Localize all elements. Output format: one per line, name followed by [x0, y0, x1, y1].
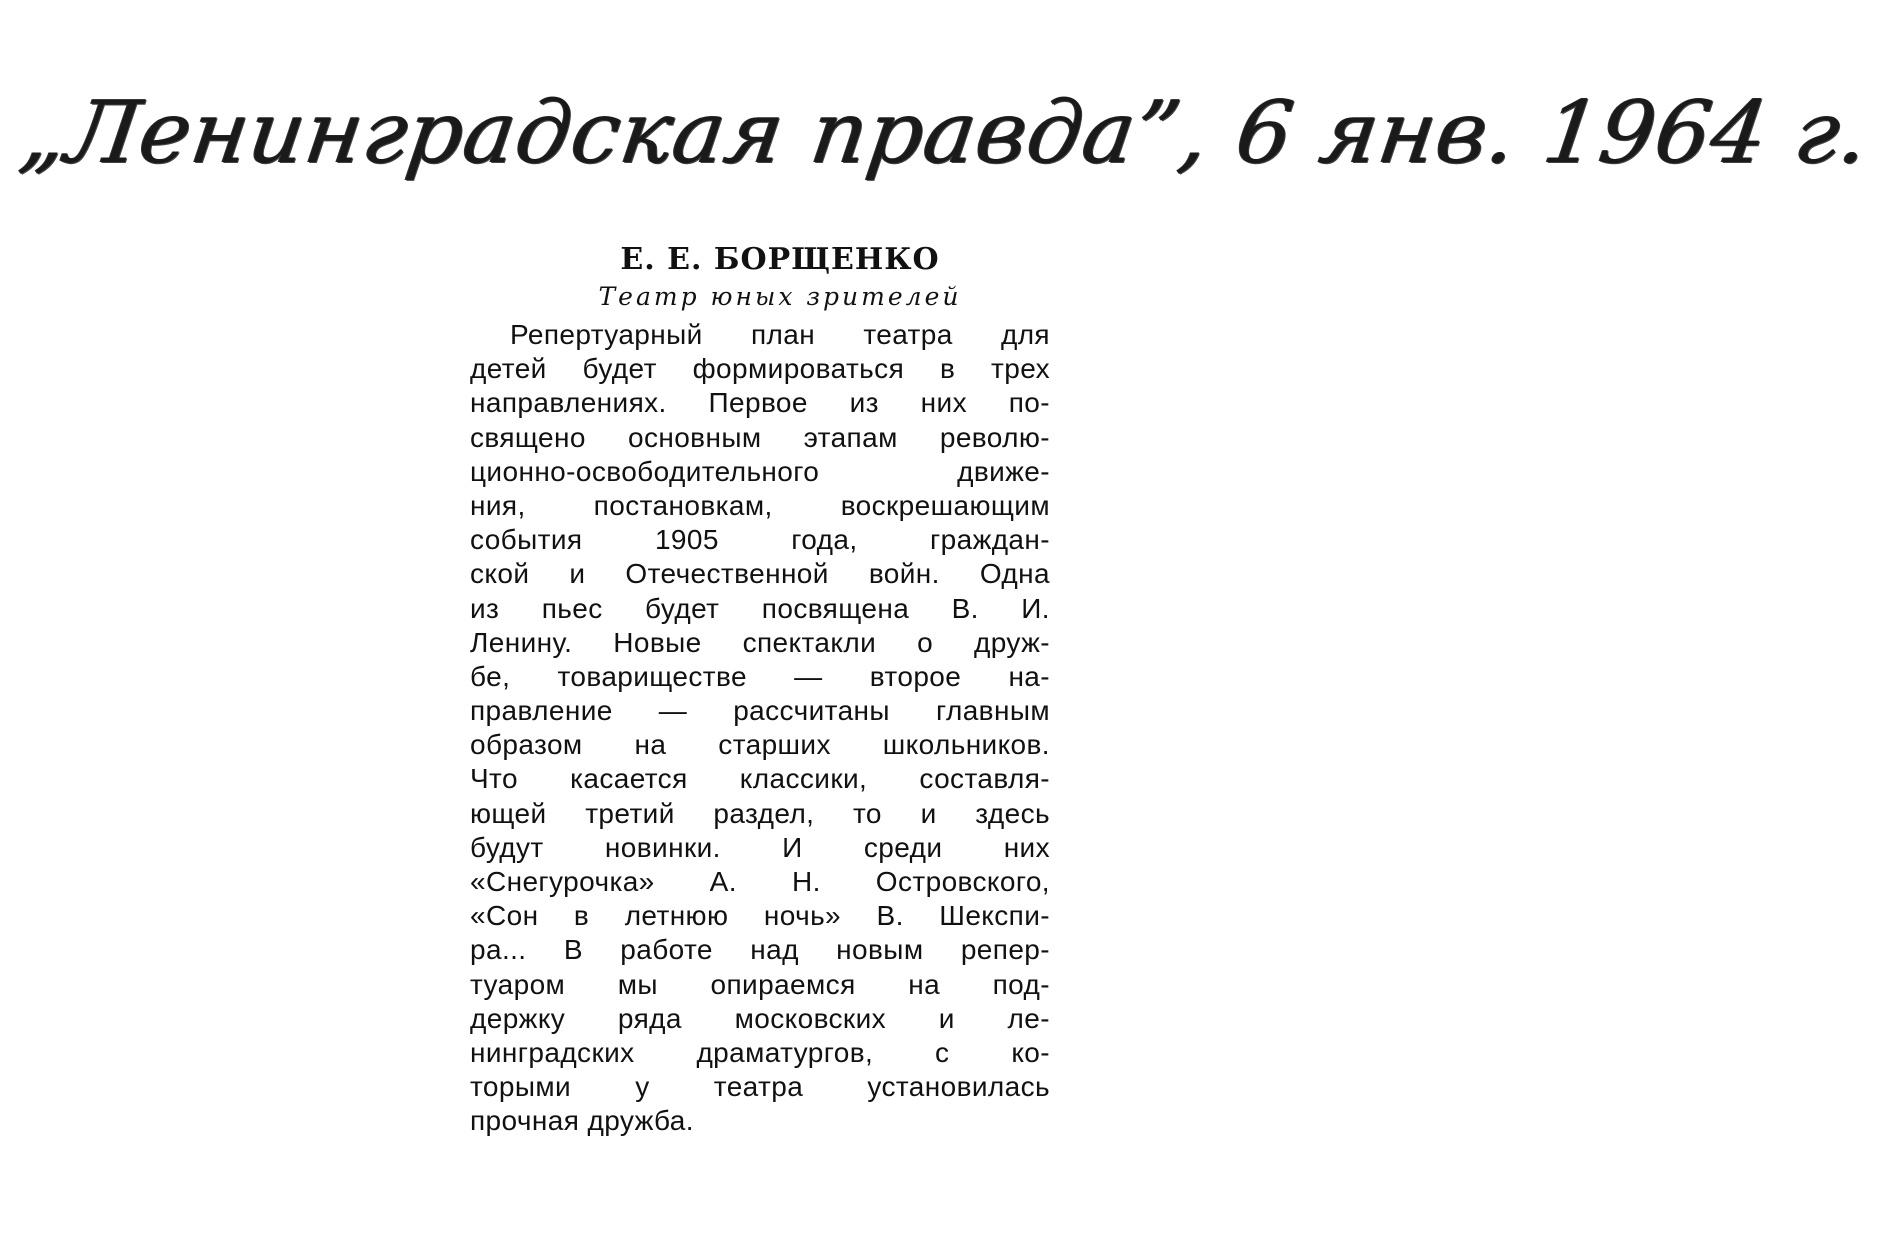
article-line: правление — рассчитаны главным: [470, 695, 1050, 727]
article-line: ской и Отечественной войн. Одна: [470, 558, 1050, 590]
article-line: ния, постановкам, воскрешающим: [470, 489, 1050, 521]
newspaper-clipping: [470, 240, 1050, 1190]
article-line: направлениях. Первое из них по-: [470, 387, 1050, 419]
article-line: ющей третий раздел, то и здесь: [470, 797, 1050, 829]
handwritten-annotation: „Ленинградская правда”, 6 янв. 1964 г.: [14, 83, 1876, 183]
article-line: «Сон в летнюю ночь» В. Шекспи-: [470, 900, 1050, 932]
article-body: [470, 318, 1050, 1139]
article-line: бе, товариществе — второе на-: [470, 660, 1050, 692]
article-line: события 1905 года, граждан-: [470, 524, 1050, 556]
article-line: образом на старших школьников.: [470, 729, 1050, 761]
article-line: ра... В работе над новым репер-: [470, 934, 1050, 966]
article-line: ционно-освободительного движе-: [470, 455, 1050, 487]
article-line: из пьес будет посвящена В. И.: [470, 592, 1050, 624]
article-line: держку ряда московских и ле-: [470, 1002, 1050, 1034]
article-line: священо основным этапам револю-: [470, 421, 1050, 453]
article-line: Репертуарный план театра для: [510, 319, 1050, 350]
article-line: торыми у театра установилась: [470, 1071, 1050, 1103]
author-name: Е. Е. БОРЩЕНКО: [620, 242, 940, 277]
article-line: Что касается классики, составля-: [470, 763, 1050, 795]
article-line: детей будет формироваться в трех: [470, 353, 1050, 385]
article-line: нинградских драматургов, с ко-: [470, 1036, 1050, 1068]
article-line: Ленину. Новые спектакли о друж-: [470, 626, 1050, 658]
article-line: будут новинки. И среди них: [470, 831, 1050, 863]
author-affiliation: Театр юных зрителей: [598, 282, 962, 311]
article-line: туаром мы опираемся на под-: [470, 968, 1050, 1000]
article-line: «Снегурочка» А. Н. Островского,: [470, 866, 1050, 897]
article-line: прочная дружба.: [470, 1105, 694, 1137]
